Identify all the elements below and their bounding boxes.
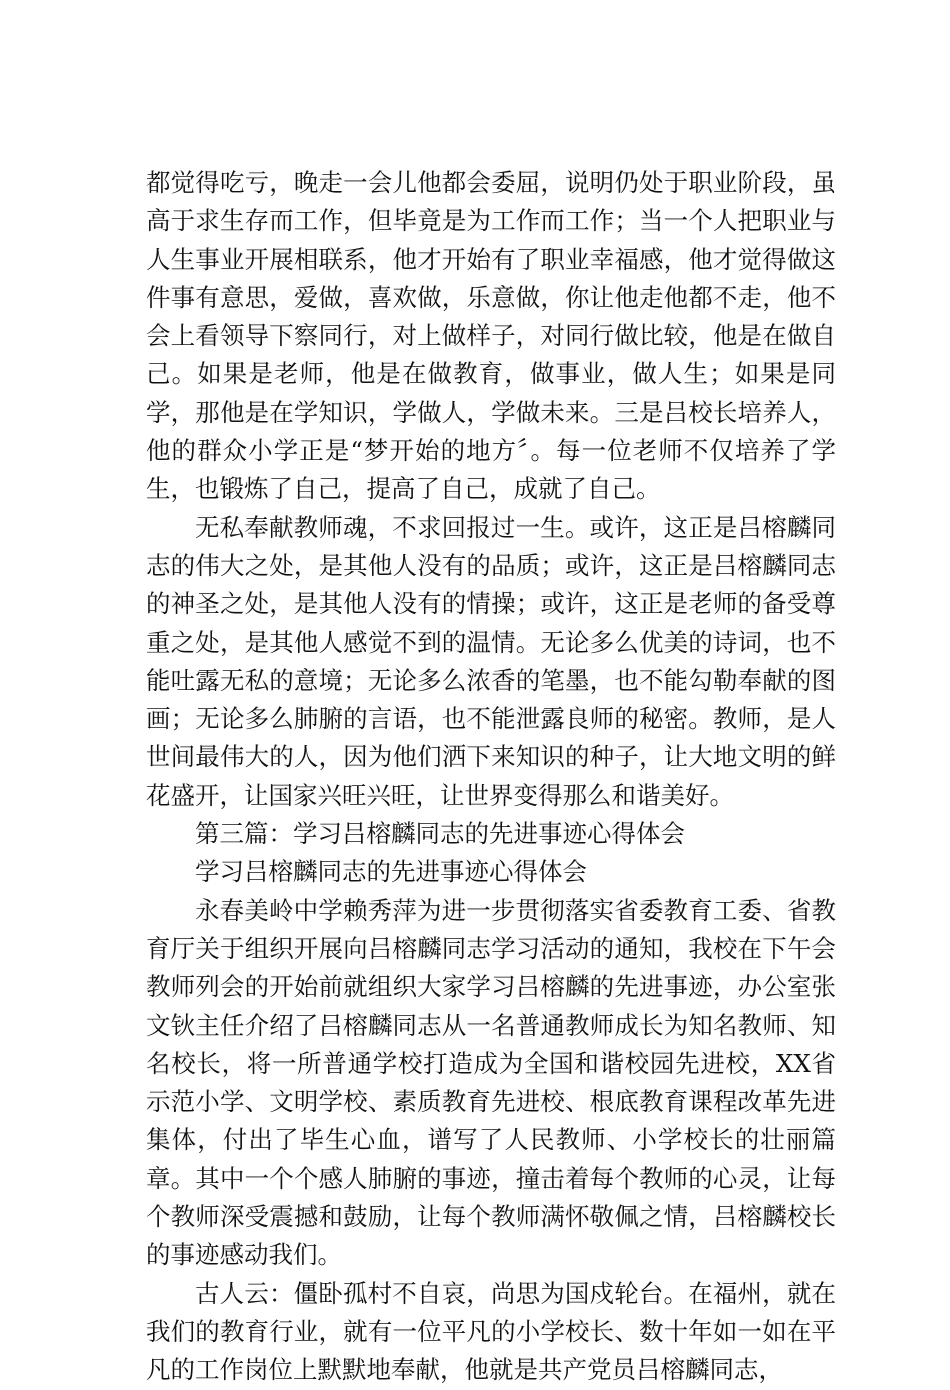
article-title: 学习吕榕麟同志的先进事迹心得体会 <box>195 857 587 887</box>
section-heading: 第三篇：学习吕榕麟同志的先进事迹心得体会 <box>195 819 685 849</box>
paragraph: 古人云：僵卧孤村不自哀，尚思为国戍轮台。在福州，就在我们的教育行业，就有一位平凡的小学校长、数十年如一如在平凡的工作岗位上默默地奉献，他就是共产党员吕榕麟同志， <box>146 1278 836 1385</box>
paragraph: 无私奉献教师魂，不求回报过一生。或许，这正是吕榕麟同志的伟大之处，是其他人没有的品质；或许，这正是吕榕麟同志的神圣之处，是其他人没有的情操；或许，这正是老师的备受尊重之处，是其他人感觉不到的温情。无论多么优美的诗词，也不能吐露无私的意境；无论多么浓香的笔墨，也不能勾勒奉献的图画；无论多么肺腑的言语，也不能泄露良师的秘密。教师，是人世间最伟大的人，因为他们洒下来知识的种子，让大地文明的鲜花盛开，让国家兴旺兴旺，让世界变得那么和谐美好。 <box>146 512 836 810</box>
document-body <box>146 164 836 1390</box>
paragraph: 永春美岭中学赖秀萍为进一步贯彻落实省委教育工委、省教育厅关于组织开展向吕榕麟同志学习活动的通知，我校在下午会教师列会的开始前就组织大家学习吕榕麟的先进事迹，办公室张文钬主任介绍了吕榕麟同志从一名普通教师成长为知名教师、知名校长，将一所普通学校打造成为全国和谐校园先进校，XX省示范小学、文明学校、素质教育先进校、根底教育课程改革先进集体，付出了毕生心血，谱写了人民教师、小学校长的壮丽篇章。其中一个个感人肺腑的事迹，撞击着每个教师的心灵，让每个教师深受震撼和鼓励，让每个教师满怀敬佩之情，吕榕麟校长的事迹感动我们。 <box>146 895 836 1270</box>
paragraph: 都觉得吃亏，晚走一会儿他都会委屈，说明仍处于职业阶段，虽高于求生存而工作，但毕竟是为工作而工作；当一个人把职业与人生事业开展相联系，他才开始有了职业幸福感，他才觉得做这件事有意思，爱做，喜欢做，乐意做，你让他走他都不走，他不会上看领导下察同行，对上做样子，对同行做比较，他是在做自己。如果是老师，他是在做教育，做事业，做人生；如果是同学，那他是在学知识，学做人，学做未来。三是吕校长培养人，他的群众小学正是“梦开始的地方〞。每一位老师不仅培养了学生，也锻炼了自己，提高了自己，成就了自己。 <box>146 168 836 504</box>
